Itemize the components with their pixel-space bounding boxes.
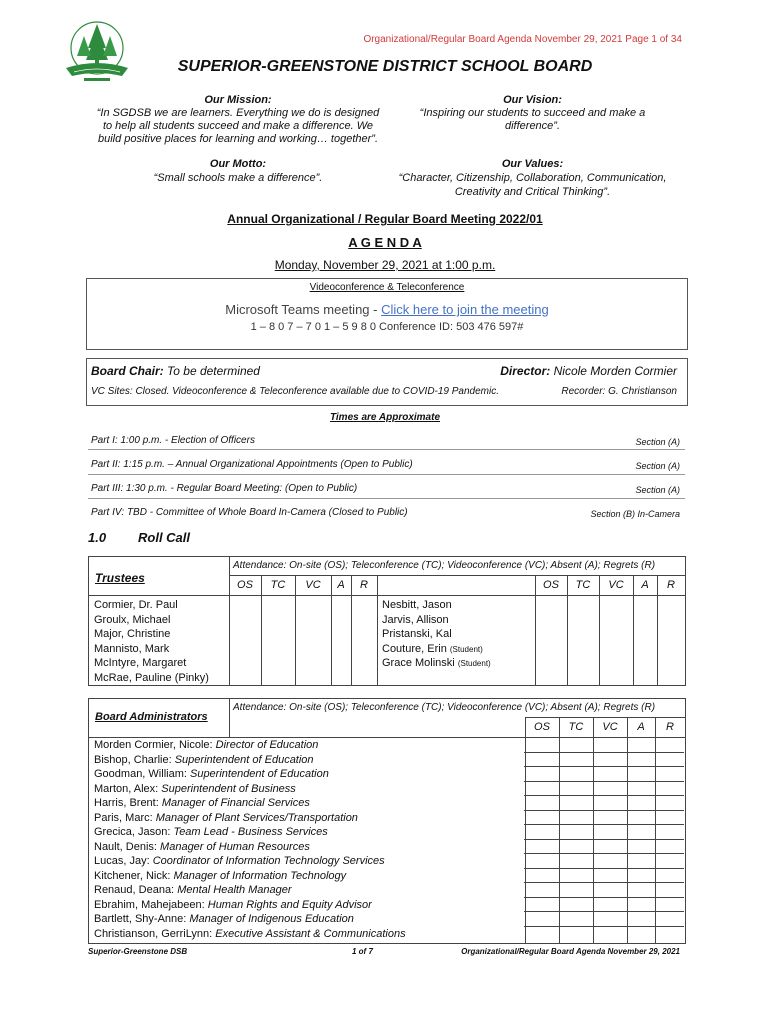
divider [229, 595, 685, 596]
part-text: Part II: 1:15 p.m. – Annual Organizational Appointments (Open to Public) [91, 459, 413, 470]
vc-sites: VC Sites: Closed. Videoconference & Teleconference available due to COVID-19 Pandemic. [91, 386, 500, 397]
part-text: Part IV: TBD - Committee of Whole Board In-Camera (Closed to Public) [91, 507, 408, 518]
grid-row-line [524, 926, 684, 927]
divider [657, 575, 658, 685]
attendance-legend: Attendance: On-site (OS); Teleconference (TC); Videoconference (VC); Absent (A); Regrets (R) [233, 702, 656, 713]
col-a: A [641, 579, 649, 591]
footer-left: Superior-Greenstone DSB [88, 947, 188, 956]
director [500, 364, 677, 378]
col-os: OS [237, 579, 253, 591]
trustee-name: Grace Molinski [382, 657, 455, 669]
trustee-name: Major, Christine [94, 628, 171, 640]
grid-row-line [524, 781, 684, 782]
administrator-row [94, 782, 406, 797]
divider [88, 474, 685, 475]
values-heading: Our Values: [501, 158, 564, 170]
administrator-name: Kitchener, Nick: [94, 869, 171, 882]
director-value: Nicole Morden Cormier [553, 364, 677, 378]
teams-line [87, 302, 687, 317]
administrator-role: Manager of Indigenous Education [189, 913, 354, 925]
trustee-list-left [94, 598, 209, 685]
administrators-table [88, 698, 686, 944]
trustee-name: McRae, Pauline (Pinky) [94, 671, 209, 684]
administrators-heading: Board Administrators [95, 711, 208, 723]
administrator-name: Nault, Denis: [94, 840, 157, 853]
administrator-role: Human Rights and Equity Advisor [207, 898, 372, 911]
divider [261, 575, 262, 685]
divider [599, 575, 600, 685]
grid-row-line [524, 839, 684, 840]
document-title: SUPERIOR-GREENSTONE DISTRICT SCHOOL BOARD [177, 58, 593, 75]
divider [525, 717, 685, 718]
col-a: A [637, 721, 645, 733]
divider [229, 575, 685, 576]
divider [633, 575, 634, 685]
administrator-role: Manager of Information Technology [173, 869, 347, 882]
col-vc: VC [602, 721, 618, 733]
attendance-legend: Attendance: On-site (OS); Teleconference (TC); Videoconference (VC); Absent (A); Regrets (R) [233, 560, 656, 571]
footer-page: 1 of 7 [352, 947, 373, 956]
administrator-role: Manager of Financial Services [161, 797, 310, 809]
divider [229, 557, 230, 685]
grid-row-line [524, 752, 684, 753]
administrator-role: Coordinator of Information Technology Services [152, 855, 385, 867]
col-a: A [337, 579, 345, 591]
administrator-name: Marton, Alex: [94, 782, 159, 795]
student-tag: (Student) [457, 659, 491, 668]
trustee-name-row [382, 642, 491, 657]
grid-row-line [524, 911, 684, 912]
administrator-row [94, 738, 406, 753]
roll-call-title: Roll Call [138, 530, 191, 545]
part-section: Section (A) [635, 485, 680, 495]
motto-line: “Small schools make a difference”. [153, 172, 323, 184]
vision-heading: Our Vision: [503, 94, 562, 106]
col-r: R [360, 579, 368, 591]
grid-row-line [524, 795, 684, 796]
administrator-role: Team Lead - Business Services [173, 826, 328, 838]
administrator-row [94, 883, 406, 898]
divider [229, 699, 230, 737]
teams-prefix: Microsoft Teams meeting - [225, 302, 382, 317]
trustee-name: Mannisto, Mark [94, 642, 170, 655]
trustee-name: Cormier, Dr. Paul [94, 599, 178, 611]
administrator-name: Renaud, Deana: [94, 884, 175, 896]
grid-row-line [524, 810, 684, 811]
administrator-name: Harris, Brent: [94, 797, 159, 809]
administrator-role: Manager of Plant Services/Transportation [155, 811, 358, 824]
values-line: “Character, Citizenship, Collaboration, Communication, [398, 172, 667, 184]
administrator-row [94, 825, 406, 840]
vision-block [390, 94, 675, 133]
part-text: Part III: 1:30 p.m. - Regular Board Meeting: (Open to Public) [91, 483, 358, 494]
administrator-name: Morden Cormier, Nicole: [94, 739, 213, 751]
grid-row-line [524, 868, 684, 869]
administrator-row [94, 840, 406, 855]
trustees-heading: Trustees [95, 571, 145, 585]
col-vc: VC [608, 579, 624, 591]
administrator-row [94, 811, 406, 826]
agenda-heading: A G E N D A [348, 235, 422, 250]
divider [89, 595, 229, 596]
administrator-name: Paris, Marc: [94, 811, 153, 824]
join-meeting-link[interactable]: Click here to join the meeting [381, 302, 549, 317]
trustee-name: McIntyre, Margaret [94, 657, 187, 669]
administrator-role: Superintendent of Education [189, 768, 329, 780]
divider [351, 575, 352, 685]
administrator-row [94, 898, 406, 913]
administrator-name: Lucas, Jay: [94, 855, 150, 867]
grid-row-line [524, 824, 684, 825]
part-text: Part I: 1:00 p.m. - Election of Officers [91, 435, 255, 446]
vision-line: difference”. [504, 120, 561, 132]
grid-row-line [524, 766, 684, 767]
grid-row-line [524, 853, 684, 854]
board-info-box [86, 358, 688, 406]
administrator-row [94, 912, 406, 927]
trustees-table [88, 556, 686, 686]
board-chair [91, 364, 260, 378]
col-r: R [667, 579, 675, 591]
student-tag: (Student) [449, 644, 483, 654]
values-block [370, 157, 695, 199]
grid-row-line [524, 882, 684, 883]
divider [331, 575, 332, 685]
administrator-role: Director of Education [215, 739, 319, 751]
col-tc: TC [568, 721, 584, 733]
conference-phone: 1 – 8 0 7 – 7 0 1 – 5 9 8 0 Conference ID: 503 476 597# [250, 321, 524, 333]
administrator-name: Bartlett, Shy-Anne: [94, 913, 187, 925]
col-os: OS [543, 579, 559, 591]
trustee-name: Pristanski, Kal [382, 628, 452, 640]
administrator-list [94, 738, 406, 941]
col-tc: TC [575, 579, 591, 591]
administrator-row [94, 927, 406, 942]
col-r: R [666, 721, 674, 733]
mission-line: build positive places for learning and working… together”. [97, 133, 379, 145]
motto-heading: Our Motto: [209, 158, 267, 170]
part-section: Section (B) In-Camera [590, 509, 680, 519]
conference-box [86, 278, 688, 350]
administrator-row [94, 869, 406, 884]
recorder: Recorder: G. Christianson [561, 386, 677, 397]
administrator-row [94, 796, 406, 811]
trustee-name: Couture, Erin [382, 642, 447, 655]
mission-line: to help all students succeed and make a difference. We [102, 120, 374, 132]
trustee-name: Nesbitt, Jason [382, 599, 452, 611]
administrator-name: Bishop, Charlie: [94, 753, 172, 766]
administrator-role: Executive Assistant & Communications [215, 927, 406, 940]
mission-heading: Our Mission: [204, 94, 272, 106]
mission-block [88, 94, 388, 146]
administrator-row [94, 854, 406, 869]
page-header: Organizational/Regular Board Agenda November 29, 2021 Page 1 of 34 [363, 34, 682, 45]
divider [88, 449, 685, 450]
director-label: Director: [500, 364, 551, 378]
administrator-row [94, 753, 406, 768]
divider [567, 575, 568, 685]
mission-line: “In SGDSB we are learners. Everything we do is designed [96, 107, 380, 119]
col-os: OS [534, 721, 550, 733]
administrator-name: Christianson, GerriLynn: [94, 927, 213, 940]
divider [377, 575, 378, 685]
roll-call-number: 1.0 [88, 530, 107, 545]
trustee-name: Groulx, Michael [94, 613, 171, 626]
footer-right: Organizational/Regular Board Agenda November 29, 2021 [461, 947, 680, 956]
times-note: Times are Approximate [329, 412, 441, 423]
divider [535, 575, 536, 685]
board-chair-value: To be determined [167, 364, 260, 378]
trustee-name: Jarvis, Allison [382, 613, 449, 626]
trustee-name-row [382, 656, 491, 671]
administrator-name: Ebrahim, Mahejabeen: [94, 898, 205, 911]
col-tc: TC [270, 579, 286, 591]
conference-label: Videoconference & Teleconference [309, 282, 465, 293]
vision-line: “Inspiring our students to succeed and make a [419, 107, 646, 119]
motto-block [88, 157, 388, 185]
part-section: Section (A) [635, 461, 680, 471]
col-vc: VC [305, 579, 321, 591]
meeting-date: Monday, November 29, 2021 at 1:00 p.m. [274, 258, 496, 272]
grid-row-line [524, 897, 684, 898]
administrator-role: Manager of Human Resources [160, 840, 310, 853]
administrator-role: Superintendent of Business [161, 782, 296, 795]
board-chair-label: Board Chair: [91, 364, 164, 378]
divider [295, 575, 296, 685]
administrator-row [94, 767, 406, 782]
values-line: Creativity and Critical Thinking”. [454, 186, 611, 198]
administrator-name: Goodman, William: [94, 768, 187, 780]
administrator-role: Superintendent of Education [174, 753, 314, 766]
trustee-list-right [382, 598, 491, 671]
administrator-name: Grecica, Jason: [94, 826, 171, 838]
meeting-title: Annual Organizational / Regular Board Meeting 2022/01 [227, 212, 543, 226]
divider [88, 498, 685, 499]
administrator-role: Mental Health Manager [177, 884, 292, 896]
part-section: Section (A) [635, 437, 680, 447]
